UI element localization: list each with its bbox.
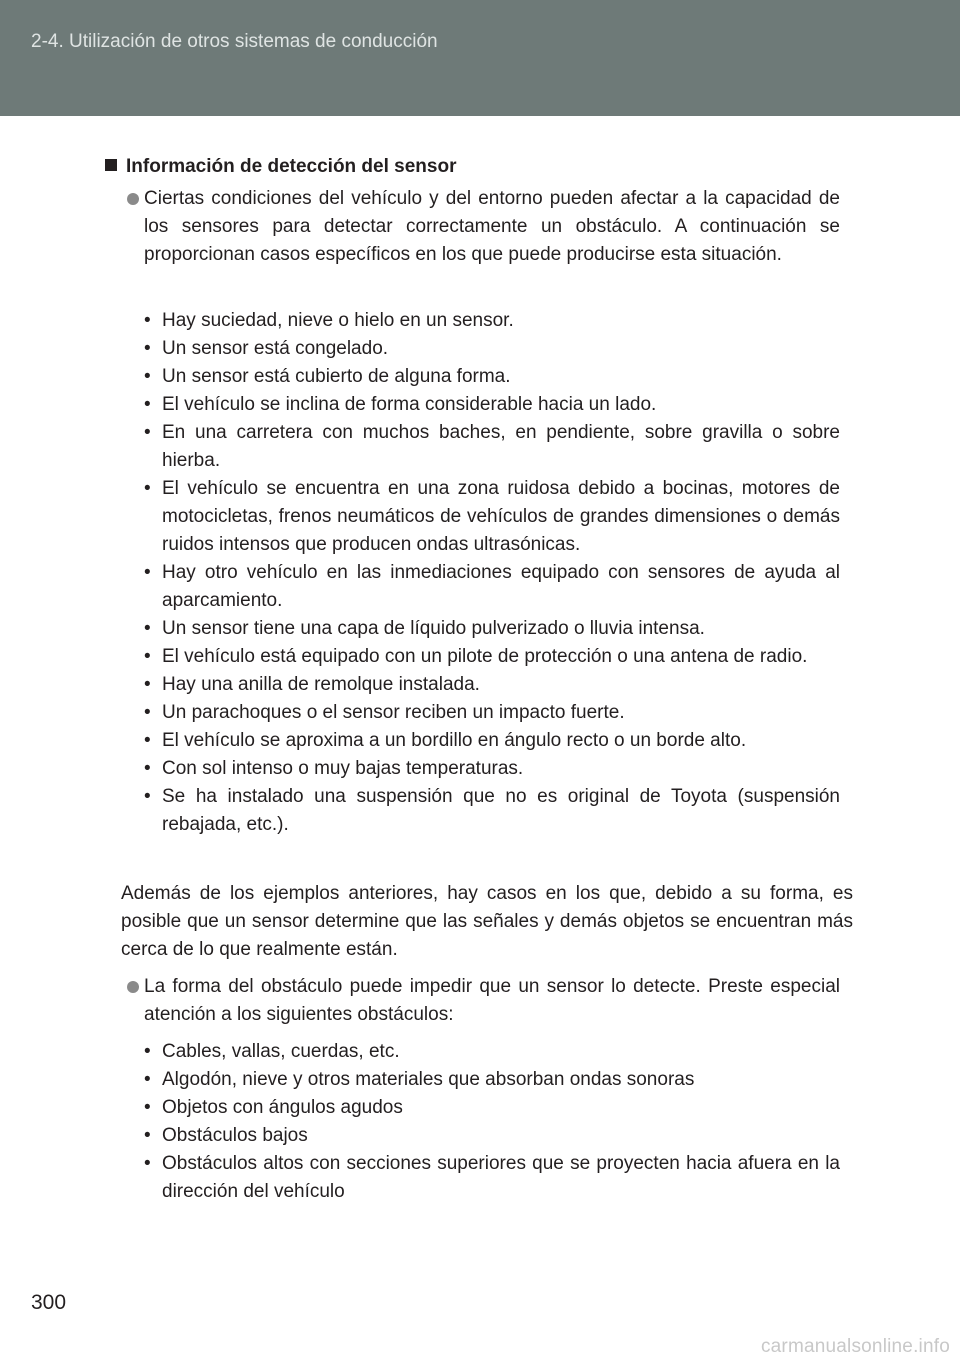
paragraph-obstacle-shape: La forma del obstáculo puede impedir que un sensor lo detecte. Preste especial atención a los siguientes obstáculos: — [144, 973, 840, 1029]
list-item: • Obstáculos bajos — [144, 1122, 840, 1150]
watermark: carmanualsonline.info — [760, 1336, 950, 1357]
list-item: • Un sensor tiene una capa de líquido pulverizado o lluvia intensa. — [144, 615, 840, 643]
list-item: • Un sensor está cubierto de alguna forma. — [144, 363, 840, 391]
list-item: • En una carretera con muchos baches, en pendiente, sobre gravilla o sobre hierba. — [144, 419, 840, 475]
list-item: • Cables, vallas, cuerdas, etc. — [144, 1038, 840, 1066]
conditions-list — [144, 307, 840, 839]
obstacles-list — [144, 1038, 840, 1206]
list-item: • Hay otro vehículo en las inmediaciones equipado con sensores de ayuda al aparcamiento. — [144, 559, 840, 615]
list-item: • El vehículo se aproxima a un bordillo en ángulo recto o un borde alto. — [144, 727, 840, 755]
list-item: • Se ha instalado una suspensión que no es original de Toyota (suspensión rebajada, etc.). — [144, 783, 840, 839]
list-item: • El vehículo se inclina de forma considerable hacia un lado. — [144, 391, 840, 419]
list-item: • Objetos con ángulos agudos — [144, 1094, 840, 1122]
header-bar — [0, 0, 960, 116]
list-item: • Algodón, nieve y otros materiales que absorban ondas sonoras — [144, 1066, 840, 1094]
section-heading-text: Información de detección del sensor — [126, 156, 457, 177]
list-item: • Un parachoques o el sensor reciben un impacto fuerte. — [144, 699, 840, 727]
section-heading — [105, 156, 456, 178]
list-item: • Con sol intenso o muy bajas temperaturas. — [144, 755, 840, 783]
list-item: • El vehículo se encuentra en una zona ruidosa debido a bocinas, motores de motocicletas, frenos neumáticos de vehículos de grandes dimensiones o demás ruidos intensos que producen ondas ultrasónicas. — [144, 475, 840, 559]
list-item: • Hay una anilla de remolque instalada. — [144, 671, 840, 699]
list-item: • Obstáculos altos con secciones superiores que se proyecten hacia afuera en la dirección del vehículo — [144, 1150, 840, 1206]
list-item: • Un sensor está congelado. — [144, 335, 840, 363]
paragraph-conditions: Ciertas condiciones del vehículo y del entorno pueden afectar a la capacidad de los sensores para detectar correctamente un obstáculo. A continuación se proporcionan casos específicos en los que puede producirse esta situación. — [144, 185, 840, 269]
square-bullet-icon — [105, 159, 117, 171]
list-item: • Hay suciedad, nieve o hielo en un sensor. — [144, 307, 840, 335]
list-item: • El vehículo está equipado con un pilote de protección o una antena de radio. — [144, 643, 840, 671]
page-number: 300 — [31, 1291, 67, 1314]
section-title: 2-4. Utilización de otros sistemas de conducción — [31, 31, 438, 52]
paragraph-additional: Además de los ejemplos anteriores, hay casos en los que, debido a su forma, es posible que un sensor determine que las señales y demás objetos se encuentran más cerca de lo que realmente están. — [121, 883, 853, 960]
